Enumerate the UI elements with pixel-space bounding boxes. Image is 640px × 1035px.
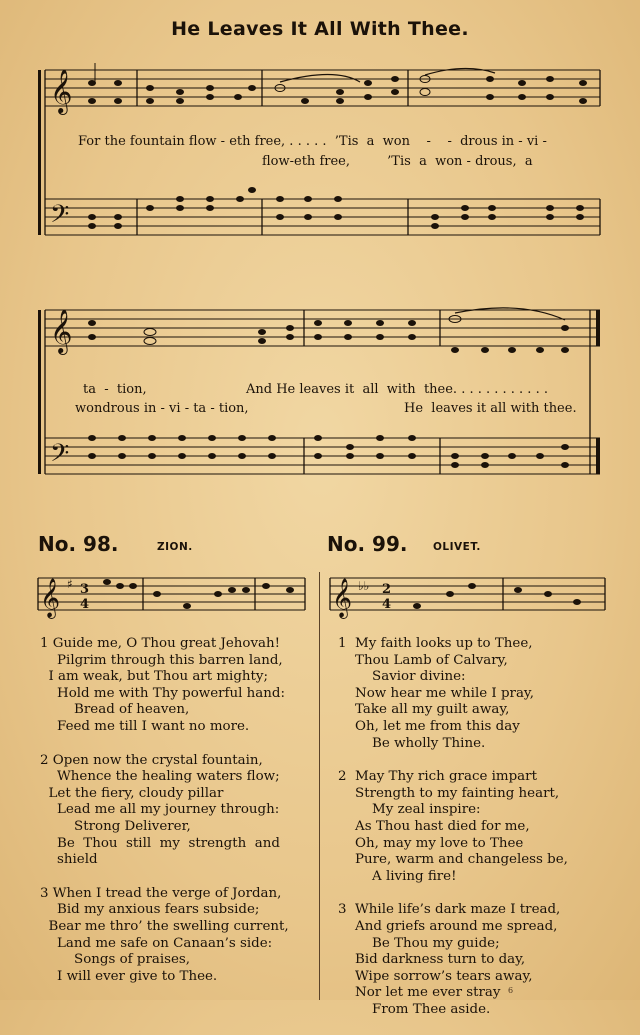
svg-text:𝄞: 𝄞 bbox=[40, 578, 61, 618]
verse-line: Pure, warm and changeless be, bbox=[338, 852, 568, 868]
hymn-99-number: No. 99. bbox=[327, 532, 408, 556]
verse-line: 3 When I tread the verge of Jordan, bbox=[40, 885, 282, 901]
hymn-98-tune: ZION. bbox=[157, 541, 193, 553]
verse-line: Be Thou my guide; bbox=[338, 935, 500, 951]
hymn-99-time-bottom: 4 bbox=[382, 597, 392, 612]
verse-line: Bear me thro’ the swelling current, bbox=[40, 918, 289, 934]
hymn-98-staff bbox=[0, 568, 320, 628]
verse-line: Strong Deliverer, bbox=[40, 818, 191, 834]
verse-line: Take all my guilt away, bbox=[338, 702, 510, 718]
verse-line: Bid my anxious fears subside; bbox=[40, 902, 260, 918]
verse-line: shield bbox=[40, 852, 98, 868]
hymn-99-tune: OLIVET. bbox=[433, 541, 481, 553]
verse-line: Now hear me while I pray, bbox=[338, 685, 534, 701]
hymn-99-staff bbox=[320, 568, 640, 628]
verse-line: Thou Lamb of Calvary, bbox=[338, 652, 508, 668]
chorus-lyric-line-2-top-a: ta - tion, bbox=[83, 382, 147, 397]
hymn-98-time-top: 3 bbox=[80, 582, 90, 597]
svg-text:𝄞: 𝄞 bbox=[332, 578, 353, 618]
verse-line: 2 May Thy rich grace impart bbox=[338, 769, 537, 785]
hymn99-verse-1 bbox=[338, 636, 568, 752]
verse-line: Whence the healing waters flow; bbox=[40, 769, 280, 785]
verse-line: 1 Guide me, O Thou great Jehovah! bbox=[40, 636, 281, 651]
chorus-lyric-line-2-bottom-a: wondrous in - vi - ta - tion, bbox=[75, 401, 249, 416]
verse-line: Oh, let me from this day bbox=[338, 718, 520, 734]
verse-line: Be Thou still my strength and bbox=[40, 835, 280, 851]
hymn98-verse-1 bbox=[40, 636, 289, 736]
verse-line: Hold me with Thy powerful hand: bbox=[40, 685, 285, 701]
svg-text:♭♭: ♭♭ bbox=[358, 579, 370, 593]
column-divider bbox=[319, 572, 320, 1000]
hymn-98-text bbox=[40, 636, 289, 1002]
hymn98-verse-2 bbox=[40, 753, 289, 869]
chorus-lyric-line-1-top: For the fountain flow - eth free, . . . . . ’Tis a won - - drous in - vi - bbox=[78, 134, 547, 149]
verse-line: Wipe sorrow’s tears away, bbox=[338, 968, 533, 984]
verse-line: Songs of praises, bbox=[40, 952, 191, 968]
verse-line: Let the fiery, cloudy pillar bbox=[40, 785, 224, 801]
verse-line: Savior divine: bbox=[338, 669, 466, 685]
chorus-lyric-line-1-bottom: flow-eth free, ’Tis a won - drous, a bbox=[262, 154, 533, 169]
verse-line: Feed me till I want no more. bbox=[40, 718, 250, 734]
hymn-99-time-top: 2 bbox=[382, 582, 392, 597]
svg-text:𝄢: 𝄢 bbox=[50, 439, 70, 474]
hymn-98-time-bottom: 4 bbox=[80, 597, 90, 612]
svg-text:𝄢: 𝄢 bbox=[50, 200, 70, 235]
verse-line: Pilgrim through this barren land, bbox=[40, 652, 283, 668]
hymn99-verse-2 bbox=[338, 769, 568, 885]
verse-line: I will ever give to Thee. bbox=[40, 968, 218, 984]
svg-text:𝄞: 𝄞 bbox=[50, 309, 73, 353]
page-number: 6 bbox=[508, 986, 514, 995]
verse-line: Bread of heaven, bbox=[40, 702, 190, 718]
verse-line: I am weak, but Thou art mighty; bbox=[40, 669, 268, 685]
verse-line: Nor let me ever stray bbox=[338, 985, 501, 1001]
hymn98-verse-3 bbox=[40, 886, 289, 986]
verse-line: Strength to my fainting heart, bbox=[338, 785, 560, 801]
hymn99-verse-3 bbox=[338, 902, 568, 1018]
verse-line: 2 Open now the crystal fountain, bbox=[40, 752, 263, 768]
svg-text:𝄞: 𝄞 bbox=[50, 69, 73, 113]
verse-line: From Thee aside. bbox=[338, 1001, 491, 1017]
verse-line: My zeal inspire: bbox=[338, 802, 481, 818]
verse-line: Land me safe on Canaan’s side: bbox=[40, 935, 273, 951]
hymn-98-number: No. 98. bbox=[38, 532, 119, 556]
verse-line: Oh, may my love to Thee bbox=[338, 835, 524, 851]
hymn-title: He Leaves It All With Thee. bbox=[171, 18, 469, 40]
verse-line: 1 My faith looks up to Thee, bbox=[338, 636, 533, 651]
chorus-lyric-line-2-top-b: And He leaves it all with thee. . . . . . . . . . . . bbox=[246, 382, 548, 397]
verse-line: A living fire! bbox=[338, 868, 457, 884]
chorus-lyric-line-2-bottom-b: He leaves it all with thee. bbox=[404, 401, 577, 416]
hymn-99-text bbox=[338, 636, 568, 1035]
music-system-1 bbox=[0, 55, 640, 315]
verse-line: 3 While life’s dark maze I tread, bbox=[338, 902, 561, 918]
verse-line: Be wholly Thine. bbox=[338, 735, 486, 751]
verse-line: And griefs around me spread, bbox=[338, 918, 558, 934]
svg-text:♯: ♯ bbox=[67, 577, 73, 591]
verse-line: Bid darkness turn to day, bbox=[338, 952, 526, 968]
verse-line: As Thou hast died for me, bbox=[338, 818, 530, 834]
verse-line: Lead me all my journey through: bbox=[40, 802, 280, 818]
